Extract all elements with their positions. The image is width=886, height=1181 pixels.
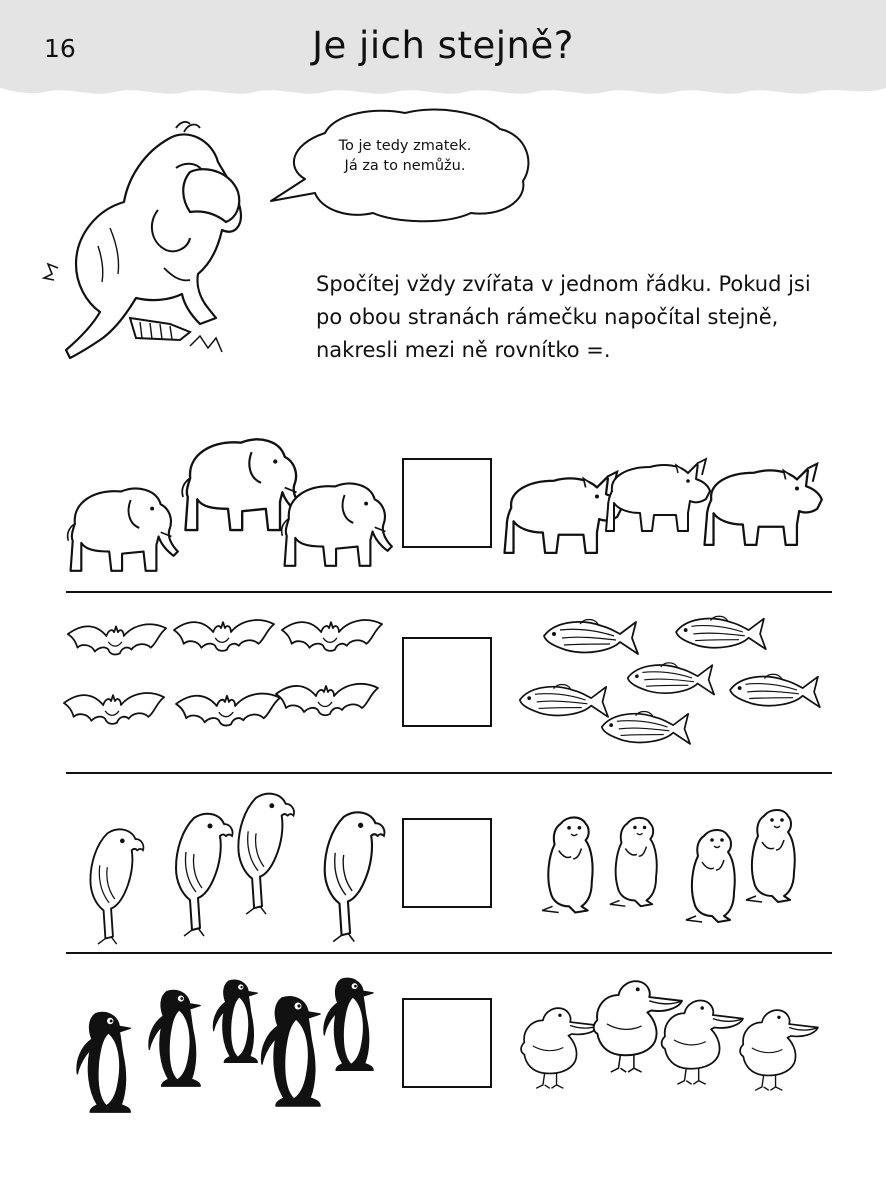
penguin-icon xyxy=(204,978,264,1064)
page-number: 16 xyxy=(44,34,76,63)
answer-box-2[interactable] xyxy=(402,637,492,727)
speech-line-2: Já za to nemůžu. xyxy=(344,158,466,174)
rhinoceros-icon xyxy=(700,452,824,552)
bat-icon xyxy=(278,605,386,661)
penguin-icon xyxy=(256,994,322,1108)
elephant-icon xyxy=(276,472,394,576)
header-band xyxy=(0,0,886,110)
fish-icon xyxy=(598,703,692,751)
answer-box-3[interactable] xyxy=(402,818,492,908)
pelican-icon xyxy=(726,1002,820,1092)
fish-icon xyxy=(672,611,768,653)
parrot-icon xyxy=(312,806,386,944)
bat-icon xyxy=(64,613,170,661)
marmot-icon xyxy=(536,812,598,918)
row-divider xyxy=(66,591,832,593)
bat-icon xyxy=(272,667,382,727)
exercise-row-4 xyxy=(0,956,886,1136)
parrot-icon xyxy=(72,824,152,946)
instructions-text: Spočítej vždy zvířata v jednom řádku. Pokud jsi po obou stranách rámečku napočítal stejně, nakresli mezi ně rovnítko =. xyxy=(316,272,811,362)
penguin-icon xyxy=(70,1010,134,1114)
rhinoceros-icon xyxy=(602,446,712,540)
penguin-icon xyxy=(314,976,380,1072)
marmot-icon xyxy=(740,804,800,908)
fish-icon xyxy=(516,679,610,721)
elephant-icon xyxy=(62,474,180,584)
bat-icon xyxy=(172,683,284,731)
answer-box-4[interactable] xyxy=(402,998,492,1088)
bat-icon xyxy=(60,679,168,733)
fish-icon xyxy=(624,657,716,699)
speech-line-1: To je tedy zmatek. xyxy=(338,138,472,154)
page-title: Je jich stejně? xyxy=(312,24,574,67)
bird-thinking-icon xyxy=(40,118,270,378)
fish-icon xyxy=(540,613,640,659)
row-divider xyxy=(66,952,832,954)
exercise-row-1 xyxy=(0,410,886,595)
answer-box-1[interactable] xyxy=(402,458,492,548)
row-divider xyxy=(66,772,832,774)
speech-bubble-text xyxy=(300,136,510,176)
bat-icon xyxy=(170,609,278,657)
penguin-icon xyxy=(134,988,212,1088)
fish-icon xyxy=(724,669,824,711)
marmot-icon xyxy=(604,814,662,910)
exercise-row-2 xyxy=(0,595,886,775)
parrot-icon xyxy=(224,788,298,916)
exercise-row-3 xyxy=(0,776,886,956)
marmot-icon xyxy=(680,826,740,926)
